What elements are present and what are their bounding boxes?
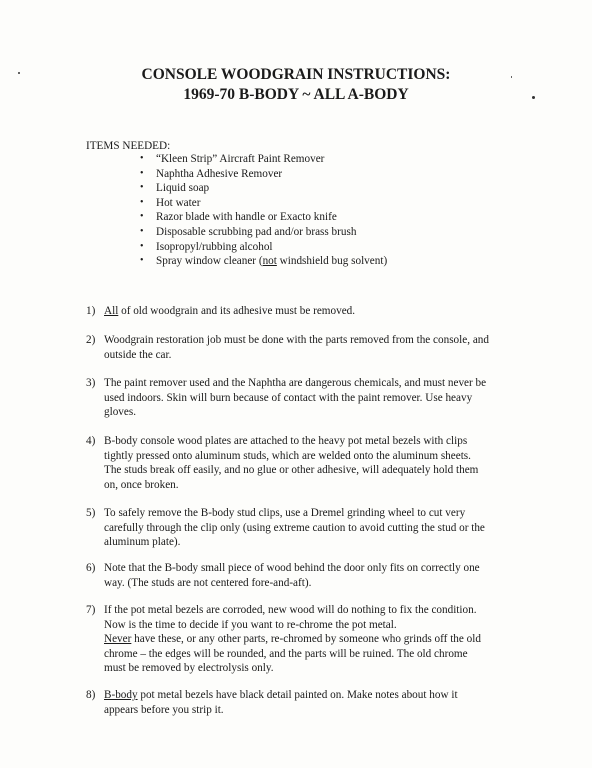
step-line: outside the car. (104, 348, 172, 361)
step-number: 2) (86, 334, 96, 346)
items-needed-heading: ITEMS NEEDED: (86, 140, 171, 152)
item-emphasis: not (262, 255, 277, 268)
step-line: The paint remover used and the Naphtha are dangerous chemicals, and must never be (104, 377, 487, 389)
step-line: Woodgrain restoration job must be done with the parts removed from the console, and (104, 334, 489, 346)
step-7 (86, 603, 556, 676)
step-8 (86, 688, 556, 717)
step-line: The studs break off easily, and no glue or other adhesive, will adequately hold them (104, 464, 479, 477)
step-2 (86, 333, 556, 362)
document-subtitle: 1969-70 B-BODY ~ ALL A-BODY (183, 86, 409, 103)
step-5 (86, 506, 556, 550)
step-number: 4) (86, 435, 96, 447)
step-line: To safely remove the B-body stud clips, use a Dremel grinding wheel to cut very (104, 507, 466, 519)
step-body (104, 333, 556, 362)
step-line: Note that the B-body small piece of wood behind the door only fits on correctly one (104, 562, 480, 574)
item-text: Spray window cleaner ( (156, 255, 263, 268)
step-number: 5) (86, 507, 96, 519)
item-text: windshield bug solvent) (276, 255, 388, 268)
step-emphasis: All (104, 305, 119, 317)
step-line: aluminum plate). (104, 536, 181, 549)
step-line (104, 688, 556, 703)
items-needed-list (140, 152, 387, 269)
list-item: • Hot water (140, 196, 387, 211)
step-number: 1) (86, 305, 96, 317)
step-number: 6) (86, 562, 96, 574)
step-number: 7) (86, 604, 96, 616)
step-line: carefully through the clip only (using extreme caution to avoid cutting the stud or the (104, 521, 485, 534)
step-number: 8) (86, 689, 96, 701)
list-item: • Isopropyl/rubbing alcohol (140, 240, 387, 255)
step-line: Now is the time to decide if you want to re-chrome the pot metal. (104, 618, 397, 631)
step-6 (86, 561, 556, 590)
step-body (104, 506, 556, 550)
list-item: • Razor blade with handle or Exacto knife (140, 210, 387, 225)
step-text: pot metal bezels have black detail painted on. Make notes about how it (137, 689, 458, 701)
list-item: • Naphtha Adhesive Remover (140, 167, 387, 182)
step-line: B-body console wood plates are attached to the heavy pot metal bezels with clips (104, 435, 468, 447)
step-line: chrome – the edges will be rounded, and the parts will be ruined. The old chrome (104, 647, 468, 660)
document-title: CONSOLE WOODGRAIN INSTRUCTIONS: (141, 66, 451, 83)
step-3 (86, 376, 556, 420)
step-line: If the pot metal bezels are corroded, new wood will do nothing to fix the condition. (104, 604, 477, 616)
list-item: • “Kleen Strip” Aircraft Paint Remover (140, 152, 387, 167)
scan-speck (18, 72, 20, 74)
scan-speck (511, 76, 512, 78)
step-text: of old woodgrain and its adhesive must be removed. (118, 305, 356, 317)
list-item (140, 254, 387, 269)
step-4 (86, 434, 556, 492)
step-body (104, 688, 556, 717)
step-1 (86, 304, 556, 319)
step-line (104, 632, 556, 647)
step-text: have these, or any other parts, re-chromed by someone who grinds off the old (131, 633, 481, 646)
step-line: tightly pressed onto aluminum studs, which are welded onto the aluminum sheets. (104, 449, 471, 462)
step-body (104, 603, 556, 676)
list-item: • Liquid soap (140, 181, 387, 196)
list-item: • Disposable scrubbing pad and/or brass brush (140, 225, 387, 240)
step-body (104, 561, 556, 590)
step-emphasis: B-body (104, 689, 138, 701)
step-line: on, once broken. (104, 478, 179, 491)
scan-speck (532, 96, 535, 99)
step-line: way. (The studs are not centered fore-and-aft). (104, 576, 312, 589)
step-body (104, 376, 556, 420)
step-body (104, 434, 556, 492)
step-emphasis: Never (104, 633, 132, 646)
step-line: appears before you strip it. (104, 703, 224, 716)
step-body (104, 304, 556, 319)
step-line: used indoors. Skin will burn because of contact with the paint remover. Use heavy (104, 391, 473, 404)
step-number: 3) (86, 377, 96, 389)
step-line: must be removed by electrolysis only. (104, 662, 274, 675)
step-line: gloves. (104, 406, 137, 419)
